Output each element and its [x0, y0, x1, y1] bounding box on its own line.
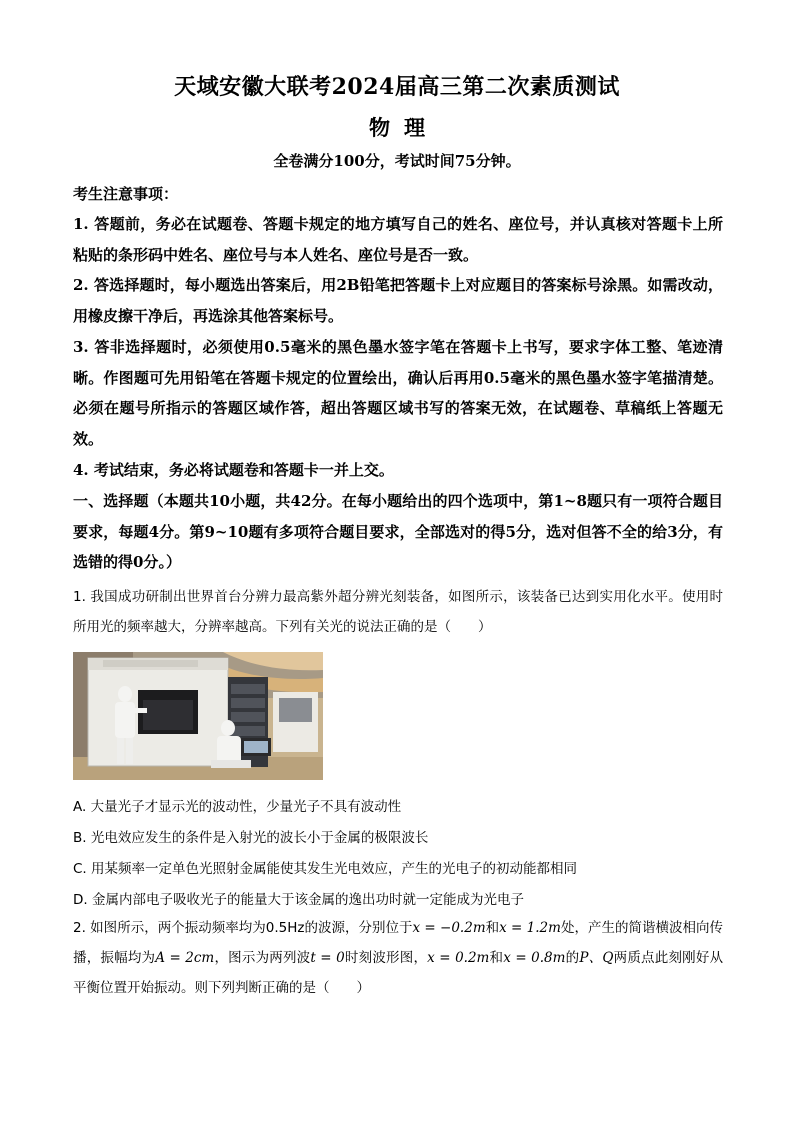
- q2-math-pq: P、Q: [579, 950, 614, 966]
- question-1-option-b: B. 光电效应发生的条件是入射光的波长小于金属的极限波长: [73, 830, 429, 846]
- q2-text-5: 时刻波形图，: [344, 950, 428, 966]
- q2-math-q: x = 0.8m: [503, 950, 566, 966]
- exam-subject: 物理: [369, 115, 439, 140]
- question-2-stem: [73, 913, 723, 1003]
- q2-text-1: 2. 如图所示，两个振动频率均为0.5Hz的波源，分别位于: [73, 920, 413, 936]
- notice-item-3: 3. 答非选择题时，必须使用0.5毫米的黑色墨水签字笔在答题卡上书写，要求字体工整、笔迹清晰。作图题可先用铅笔在答题卡规定的位置绘出，确认后再用0.5毫米的黑色墨水签字笔描清楚。必须在题号所指示的答题区域作答，超出答题区域书写的答案无效，在试题卷、草稿纸上答题无效。: [73, 338, 723, 448]
- question-1-option-c: C. 用某频率一定单色光照射金属能使其发生光电效应，产生的光电子的初动能都相同: [73, 861, 578, 877]
- notice-heading: 考生注意事项：: [73, 185, 179, 203]
- q2-text-6: 和: [489, 950, 504, 966]
- section-heading: 一、选择题（本题共10小题，共42分。在每小题给出的四个选项中，第1~8题只有一项符合题目要求，每题4分。第9~10题有多项符合题目要求，全部选对的得5分，选对但答不全的给3分，有选错的得0分。）: [73, 492, 723, 571]
- q2-text-8: 两质点此刻刚好从平衡位置开始振动。则下列判断正确的是（ ）: [73, 950, 724, 996]
- q2-math-amplitude: A = 2cm: [155, 950, 215, 966]
- lithography-equipment-photo: [73, 652, 323, 780]
- notice-item-4: 4. 考试结束，务必将试题卷和答题卡一并上交。: [73, 461, 394, 479]
- q2-text-4: ，图示为两列波: [214, 950, 311, 966]
- notice-item-2: 2. 答选择题时，每小题选出答案后，用2B铅笔把答题卡上对应题目的答案标号涂黑。如需改动，用橡皮擦干净后，再选涂其他答案标号。: [73, 276, 723, 325]
- q2-math-time: t = 0: [310, 950, 345, 966]
- q2-text-2: 和: [485, 920, 500, 936]
- q2-math-source1: x = −0.2m: [412, 920, 486, 936]
- question-1-option-a: A. 大量光子才显示光的波动性，少量光子不具有波动性: [73, 799, 402, 815]
- question-1-option-d: D. 金属内部电子吸收光子的能量大于该金属的逸出功时就一定能成为光电子: [73, 892, 524, 908]
- exam-title: 天域安徽大联考2024届高三第二次素质测试: [174, 74, 620, 100]
- notice-item-1: 1. 答题前，务必在试题卷、答题卡规定的地方填写自己的姓名、座位号，并认真核对答题卡上所粘贴的条形码中姓名、座位号与本人姓名、座位号是否一致。: [73, 215, 723, 264]
- q2-text-7: 的: [565, 950, 580, 966]
- score-note: 全卷满分100分，考试时间75分钟。: [273, 152, 521, 170]
- q2-text-3: 处，产生的简谐横波相向传播，振幅均为: [73, 920, 724, 966]
- q2-math-p: x = 0.2m: [427, 950, 490, 966]
- question-1-stem: 1. 我国成功研制出世界首台分辨力最高紫外超分辨光刻装备，如图所示，该装备已达到实用化水平。使用时所用光的频率越大，分辨率越高。下列有关光的说法正确的是（ ）: [73, 589, 723, 635]
- q2-math-source2: x = 1.2m: [499, 920, 561, 936]
